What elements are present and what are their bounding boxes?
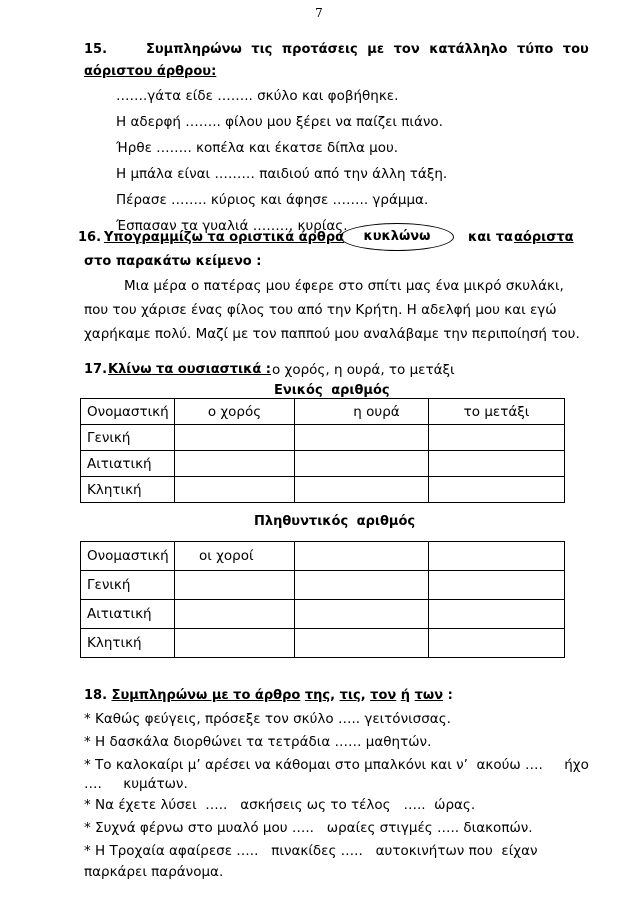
answer-cell[interactable] <box>175 425 295 451</box>
ex18-or-word: ή <box>400 688 411 703</box>
ex15-line-1: …….γάτα είδε …….. σκύλο και φοβήθηκε. <box>116 88 399 104</box>
case-label: Αιτιατική <box>81 451 175 477</box>
ex16-heading-line2: στο παρακάτω κείμενο : <box>84 254 262 269</box>
answer-cell[interactable] <box>175 571 295 600</box>
ex15-heading-line2: αόριστου άρθρου: <box>84 64 217 79</box>
answer-cell[interactable] <box>429 600 565 629</box>
table-cell: η ουρά <box>295 399 429 425</box>
answer-cell[interactable] <box>429 629 565 658</box>
answer-cell[interactable] <box>175 477 295 503</box>
case-label: Αιτιατική <box>81 600 175 629</box>
ex15-line-3: Ήρθε …….. κοπέλα και έκατσε δίπλα μου. <box>116 140 399 156</box>
ex18-line-1: * Καθώς φεύγεις, πρόσεξε τον σκύλο ….. γειτόνισσας. <box>84 711 451 727</box>
ex15-heading: Συμπληρώνω τις προτάσεις με τον κατάλληλο τύπο του <box>146 42 589 57</box>
ex18-line-4: * Να έχετε λύσει ….. ασκήσεις ως το τέλος ….. ώρας. <box>84 797 476 813</box>
table-row <box>81 477 565 503</box>
ex18-line-6: * Η Τροχαία αφαίρεσε ….. πινακίδες ….. αυτοκινήτων που είχαν <box>84 843 538 859</box>
ex15-line-4: Η μπάλα είναι ……… παιδιού από την άλλη τάξη. <box>116 166 448 182</box>
table-row <box>81 629 565 658</box>
plural-title: Πληθυντικός αριθμός <box>254 514 416 529</box>
answer-cell[interactable] <box>295 425 429 451</box>
answer-cell[interactable] <box>429 425 565 451</box>
answer-cell[interactable] <box>295 629 429 658</box>
answer-cell[interactable] <box>429 477 565 503</box>
table-row <box>81 571 565 600</box>
table-cell: οι χοροί <box>175 542 295 571</box>
table-cell: το μετάξι <box>429 399 565 425</box>
ex15-line-2: Η αδερφή …….. φίλου μου ξέρει να παίζει πιάνο. <box>116 114 443 130</box>
ex17-heading-nouns: ο χορός, η ουρά, το μετάξι <box>272 362 455 378</box>
case-label: Κλητική <box>81 629 175 658</box>
case-label: Ονομαστική <box>81 399 175 425</box>
article-option-tis: της <box>304 688 331 703</box>
article-option-tis-plural: τις <box>339 688 361 703</box>
answer-cell[interactable] <box>295 451 429 477</box>
case-label: Γενική <box>81 571 175 600</box>
answer-cell[interactable] <box>175 451 295 477</box>
answer-cell[interactable] <box>429 451 565 477</box>
ex16-heading-part3: αόριστα <box>514 230 574 245</box>
ex16-text-line-2: που του χάρισε ένας φίλος του από την Κρήτη. Η αδελφή μου και εγώ <box>84 302 557 318</box>
ex18-line-2: * Η δασκάλα διορθώνει τα τετράδια …… μαθητών. <box>84 734 432 750</box>
answer-cell[interactable] <box>429 571 565 600</box>
ex17-number: 17. <box>84 362 108 377</box>
ex16-text-line-1: Μια μέρα ο πατέρας μου έφερε στο σπίτι μας ένα μικρό σκυλάκι, <box>124 278 564 294</box>
ex18-line-6-cont: παρκάρει παράνομα. <box>84 864 224 880</box>
ex18-comma-1: , <box>330 688 336 703</box>
plural-declension-table <box>80 541 565 658</box>
ex18-colon: : <box>447 688 453 703</box>
table-row <box>81 399 565 425</box>
ex18-number: 18. <box>84 688 108 703</box>
answer-cell[interactable] <box>175 600 295 629</box>
ex18-line-3: * Το καλοκαίρι μ’ αρέσει να κάθομαι στο μπαλκόνι και ν’ ακούω …. ήχο <box>84 757 589 773</box>
ex18-line-5: * Συχνά φέρνω στο μυαλό μου ….. ωραίες στιγμές ….. διακοπών. <box>84 820 533 836</box>
table-row <box>81 451 565 477</box>
ex18-comma-2: , <box>360 688 366 703</box>
case-label: Γενική <box>81 425 175 451</box>
answer-cell[interactable] <box>295 600 429 629</box>
ex16-number: 16. <box>78 230 102 245</box>
ex18-line-3-cont: …. κυμάτων. <box>84 776 188 792</box>
ex15-number: 15. <box>84 42 108 57</box>
answer-cell[interactable] <box>295 477 429 503</box>
answer-cell[interactable] <box>175 629 295 658</box>
singular-declension-table <box>80 398 565 503</box>
table-cell: ο χορός <box>175 399 295 425</box>
circled-word-example: κυκλώνω <box>340 223 454 251</box>
ex18-heading <box>84 688 453 703</box>
ex18-heading-text: Συμπληρώνω με το άρθρο <box>111 688 301 703</box>
case-label: Κλητική <box>81 477 175 503</box>
case-label: Ονομαστική <box>81 542 175 571</box>
answer-cell[interactable] <box>295 571 429 600</box>
article-option-ton-plural: των <box>414 688 444 703</box>
table-row <box>81 542 565 571</box>
singular-title: Ενικός αριθμός <box>274 383 390 398</box>
ex15-line-5: Πέρασε …….. κύριος και άφησε …….. γράμμα. <box>116 192 429 208</box>
table-row <box>81 600 565 629</box>
ex16-text-line-3: χαρήκαμε πολύ. Μαζί με τον παππού μου αναλάβαμε την περιποίησή του. <box>84 326 580 342</box>
article-option-ton: τον <box>370 688 397 703</box>
ex16-heading-part1: Υπογραμμίζω τα οριστικά άρθρα <box>104 230 345 245</box>
answer-cell[interactable] <box>429 542 565 571</box>
ex16-heading-part2: και τα <box>468 230 513 245</box>
answer-cell[interactable] <box>295 542 429 571</box>
ex17-heading: Κλίνω τα ουσιαστικά : <box>108 362 272 377</box>
table-row <box>81 425 565 451</box>
page-number: 7 <box>315 6 323 20</box>
ex15-line-6: Έσπασαν τα γυαλιά ……… κυρίας. <box>116 218 348 234</box>
